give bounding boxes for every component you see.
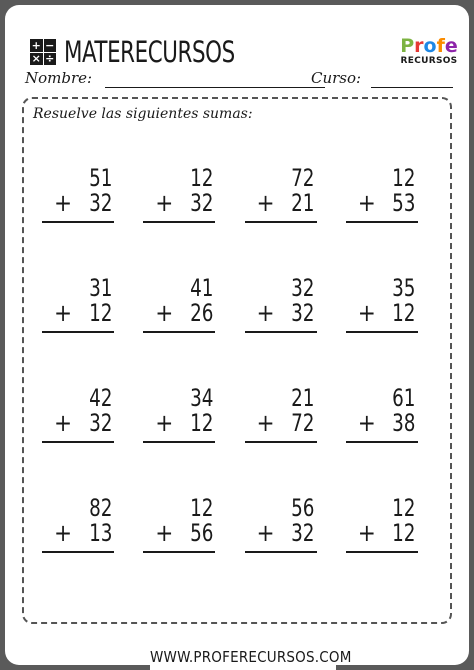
addend-top: 35 bbox=[392, 274, 416, 302]
answer-line[interactable] bbox=[245, 221, 317, 223]
profe-subtitle: RECURSOS bbox=[400, 56, 458, 66]
profe-letter: o bbox=[423, 35, 437, 57]
addend-bottom: 32 bbox=[88, 189, 112, 217]
addend-bottom: 38 bbox=[392, 409, 416, 437]
operator-row bbox=[346, 520, 416, 547]
addition-problem bbox=[346, 165, 420, 275]
plus-sign: + bbox=[155, 519, 174, 547]
student-fields bbox=[25, 67, 453, 91]
operator-row bbox=[346, 410, 416, 437]
addend-bottom: 32 bbox=[291, 299, 315, 327]
plus-sign: + bbox=[357, 519, 376, 547]
addend-bottom: 56 bbox=[189, 519, 214, 547]
answer-line[interactable] bbox=[346, 221, 418, 223]
plus-sign: + bbox=[256, 299, 275, 327]
addend-bottom: 12 bbox=[392, 519, 416, 547]
addend-bottom: 72 bbox=[291, 409, 315, 437]
profe-letter: P bbox=[400, 35, 415, 57]
profe-letter: f bbox=[436, 35, 445, 57]
answer-line[interactable] bbox=[42, 441, 114, 443]
operator-row bbox=[143, 520, 213, 547]
operator-row bbox=[346, 190, 416, 217]
answer-line[interactable] bbox=[143, 441, 215, 443]
header bbox=[30, 35, 272, 69]
course-label: Curso: bbox=[311, 69, 362, 87]
plus-sign: + bbox=[256, 189, 275, 217]
addend-top: 21 bbox=[291, 384, 315, 412]
addend-top: 31 bbox=[88, 274, 112, 302]
addend-bottom: 21 bbox=[291, 189, 315, 217]
answer-line[interactable] bbox=[42, 221, 114, 223]
operator-row bbox=[245, 190, 315, 217]
operator-row bbox=[245, 300, 315, 327]
addition-problem bbox=[245, 385, 319, 495]
website-url: WWW.PROFERECURSOS.COM bbox=[150, 648, 352, 666]
logo-divide: ÷ bbox=[45, 52, 55, 66]
profe-recursos-logo bbox=[398, 37, 460, 67]
operator-row bbox=[42, 410, 112, 437]
plus-sign: + bbox=[54, 519, 73, 547]
addition-problem bbox=[143, 385, 217, 495]
addition-problem bbox=[245, 165, 319, 275]
logo-minus: − bbox=[45, 38, 55, 52]
course-line[interactable] bbox=[371, 87, 453, 88]
operator-row bbox=[143, 190, 213, 217]
addition-problem bbox=[245, 495, 319, 605]
addend-bottom: 26 bbox=[189, 299, 214, 327]
addend-top: 12 bbox=[392, 494, 416, 522]
addend-top: 72 bbox=[291, 164, 315, 192]
addition-problem bbox=[42, 385, 116, 495]
addition-problem bbox=[42, 165, 116, 275]
addend-bottom: 32 bbox=[189, 189, 214, 217]
operator-row bbox=[143, 300, 213, 327]
math-operators-icon bbox=[30, 39, 56, 65]
name-line[interactable] bbox=[105, 87, 325, 88]
answer-line[interactable] bbox=[346, 331, 418, 333]
addition-problem bbox=[42, 275, 116, 385]
addition-problem bbox=[143, 495, 217, 605]
addend-bottom: 12 bbox=[392, 299, 416, 327]
problem-grid bbox=[36, 165, 441, 605]
answer-line[interactable] bbox=[143, 551, 215, 553]
operator-row bbox=[346, 300, 416, 327]
answer-line[interactable] bbox=[346, 551, 418, 553]
operator-row bbox=[245, 410, 315, 437]
plus-sign: + bbox=[357, 299, 376, 327]
answer-line[interactable] bbox=[143, 221, 215, 223]
addend-bottom: 12 bbox=[88, 299, 112, 327]
plus-sign: + bbox=[54, 409, 73, 437]
profe-letter: e bbox=[444, 35, 458, 57]
addition-problem bbox=[143, 165, 217, 275]
addition-problem bbox=[143, 275, 217, 385]
addend-top: 51 bbox=[88, 164, 112, 192]
plus-sign: + bbox=[256, 519, 275, 547]
addend-top: 82 bbox=[88, 494, 112, 522]
footer bbox=[150, 644, 352, 670]
operator-row bbox=[143, 410, 213, 437]
addend-bottom: 13 bbox=[88, 519, 112, 547]
addend-bottom: 53 bbox=[392, 189, 416, 217]
operator-row bbox=[245, 520, 315, 547]
answer-line[interactable] bbox=[42, 331, 114, 333]
addend-top: 42 bbox=[88, 384, 112, 412]
addend-top: 61 bbox=[392, 384, 416, 412]
answer-line[interactable] bbox=[245, 331, 317, 333]
profe-word bbox=[398, 37, 460, 55]
addition-problem bbox=[42, 495, 116, 605]
instruction-text: Resuelve las siguientes sumas: bbox=[33, 106, 253, 122]
answer-line[interactable] bbox=[245, 551, 317, 553]
logo-plus: + bbox=[31, 38, 41, 52]
plus-sign: + bbox=[155, 409, 174, 437]
brand-title: MATERECURSOS bbox=[64, 35, 235, 69]
operator-row bbox=[42, 520, 112, 547]
addend-top: 34 bbox=[189, 384, 214, 412]
addend-top: 12 bbox=[189, 164, 214, 192]
addend-bottom: 12 bbox=[189, 409, 214, 437]
plus-sign: + bbox=[155, 189, 174, 217]
answer-line[interactable] bbox=[42, 551, 114, 553]
operator-row bbox=[42, 300, 112, 327]
plus-sign: + bbox=[357, 409, 376, 437]
profe-letter: r bbox=[414, 35, 424, 57]
addition-problem bbox=[346, 385, 420, 495]
addend-top: 41 bbox=[189, 274, 214, 302]
addend-bottom: 32 bbox=[88, 409, 112, 437]
plus-sign: + bbox=[155, 299, 174, 327]
plus-sign: + bbox=[357, 189, 376, 217]
addition-problem bbox=[346, 275, 420, 385]
plus-sign: + bbox=[54, 299, 73, 327]
addend-top: 12 bbox=[392, 164, 416, 192]
addition-problem bbox=[245, 275, 319, 385]
plus-sign: + bbox=[256, 409, 275, 437]
answer-line[interactable] bbox=[245, 441, 317, 443]
answer-line[interactable] bbox=[143, 331, 215, 333]
addend-top: 56 bbox=[291, 494, 315, 522]
plus-sign: + bbox=[54, 189, 73, 217]
operator-row bbox=[42, 190, 112, 217]
addend-top: 12 bbox=[189, 494, 214, 522]
answer-line[interactable] bbox=[346, 441, 418, 443]
addend-top: 32 bbox=[291, 274, 315, 302]
name-label: Nombre: bbox=[25, 69, 93, 87]
addition-problem bbox=[346, 495, 420, 605]
logo-times: × bbox=[31, 52, 41, 66]
addend-bottom: 32 bbox=[291, 519, 315, 547]
